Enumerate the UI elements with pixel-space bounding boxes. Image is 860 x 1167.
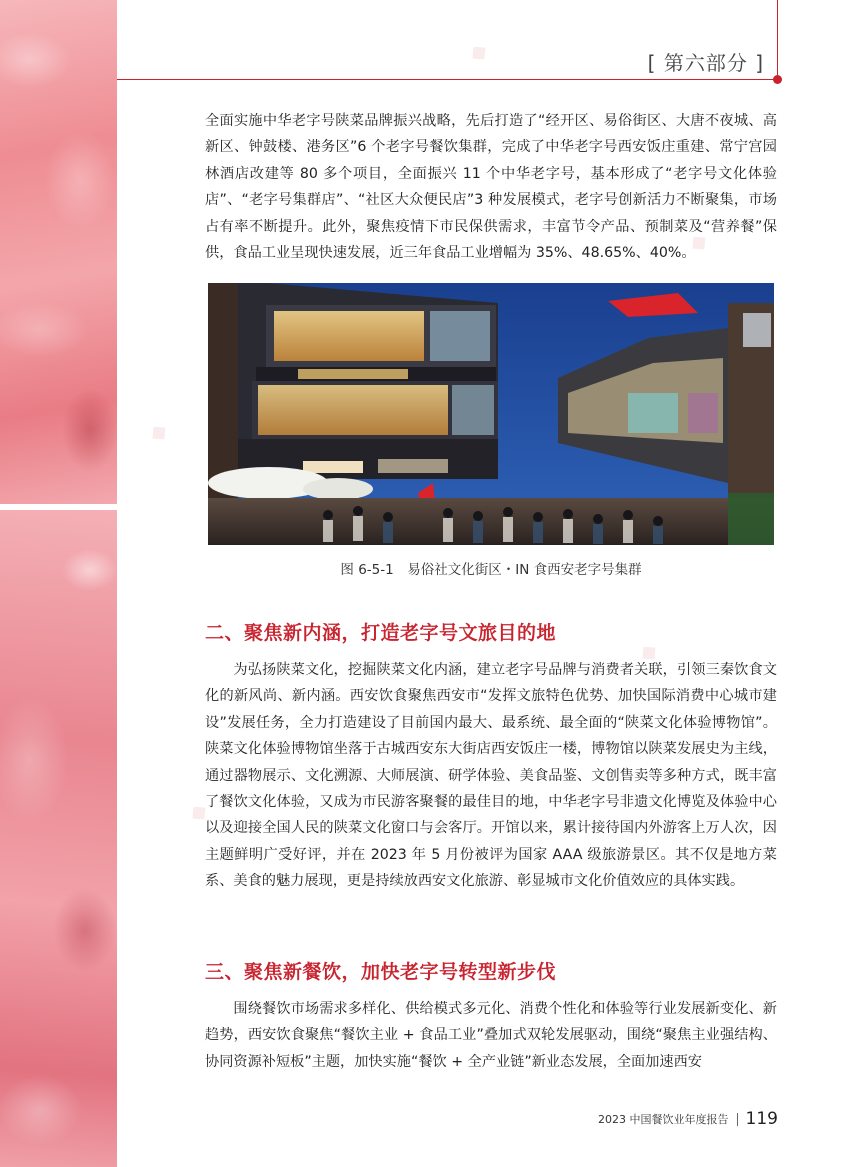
- footer-separator: [737, 1113, 738, 1126]
- intro-paragraph: 全面实施中华老字号陕菜品牌振兴战略，先后打造了“经开区、易俗街区、大唐不夜城、高新区、钟鼓楼、港务区”6 个老字号餐饮集群，完成了中华老字号西安饭庄重建、常宁宫园林酒店改建等 80 多个项目，全面振兴 11 个中华老字号，基本形成了“老字号文化体验店”、“老字号集群店”、“社区大众便民店”3 种发展模式，老字号创新活力不断聚集，市场占有率不断提升。此外，聚焦疫情下市民保供需求，丰富节令产品、预制菜及“营养餐”保供，食品工业呈现快速发展，近三年食品工业增幅为 35%、48.65%、40%。: [205, 113, 777, 262]
- figure-caption: 图 6-5-1 易俗社文化街区・IN 食西安老字号集群: [340, 562, 642, 578]
- page-footer: [598, 1109, 778, 1129]
- figure-photo: [208, 283, 774, 545]
- header-vertical-rule: [777, 0, 778, 80]
- section3-heading: 三、聚焦新餐饮，加快老字号转型新步伐: [205, 961, 557, 983]
- side-photo-top: [0, 0, 117, 504]
- section2-heading: 二、聚焦新内涵，打造老字号文旅目的地: [205, 622, 557, 644]
- section3-paragraph: 围绕餐饮市场需求多样化、供给模式多元化、消费个性化和体验等行业发展新变化、新趋势，西安饮食聚焦“餐饮主业 + 食品工业”叠加式双轮发展驱动，围绕“聚焦主业强结构、协同资源补短板”主题，加快实施“餐饮 + 全产业链”新业态发展，全面加速西安: [205, 1001, 777, 1070]
- side-decorative-photo: [0, 0, 117, 1167]
- side-photo-bottom: [0, 510, 117, 1167]
- watermark: ◆: [633, 637, 663, 668]
- street-scene-illustration: [208, 283, 774, 545]
- watermark: ◆: [683, 227, 713, 258]
- watermark: ◆: [143, 417, 173, 448]
- section-tag: [ 第六部分 ]: [647, 51, 764, 75]
- watermark: ◆: [183, 797, 213, 828]
- report-name: 2023 中国餐饮业年度报告: [598, 1113, 729, 1126]
- header-rule-dot: [773, 75, 782, 84]
- header-rule: [117, 79, 780, 80]
- page-number: 119: [745, 1109, 778, 1129]
- watermark: ◆: [463, 37, 493, 68]
- section2-paragraph: 为弘扬陕菜文化，挖掘陕菜文化内涵，建立老字号品牌与消费者关联，引领三秦饮食文化的新风尚、新内涵。西安饮食聚焦西安市“发挥文旅特色优势、加快国际消费中心城市建设”发展任务，全力打造建设了目前国内最大、最系统、最全面的“陕菜文化体验博物馆”。陕菜文化体验博物馆坐落于古城西安东大街店西安饭庄一楼，博物馆以陕菜发展史为主线，通过器物展示、文化溯源、大师展演、研学体验、美食品鉴、文创售卖等多种方式，既丰富了餐饮文化体验，又成为市民游客聚餐的最佳目的地，中华老字号非遗文化博览及体验中心以及迎接全国人民的陕菜文化窗口与会客厅。开馆以来，累计接待国内外游客上万人次，因主题鲜明广受好评，并在 2023 年 5 月份被评为国家 AAA 级旅游景区。其不仅是地方菜系、美食的魅力展现，更是持续放西安文化旅游、彰显城市文化价值效应的具体实践。: [205, 662, 777, 890]
